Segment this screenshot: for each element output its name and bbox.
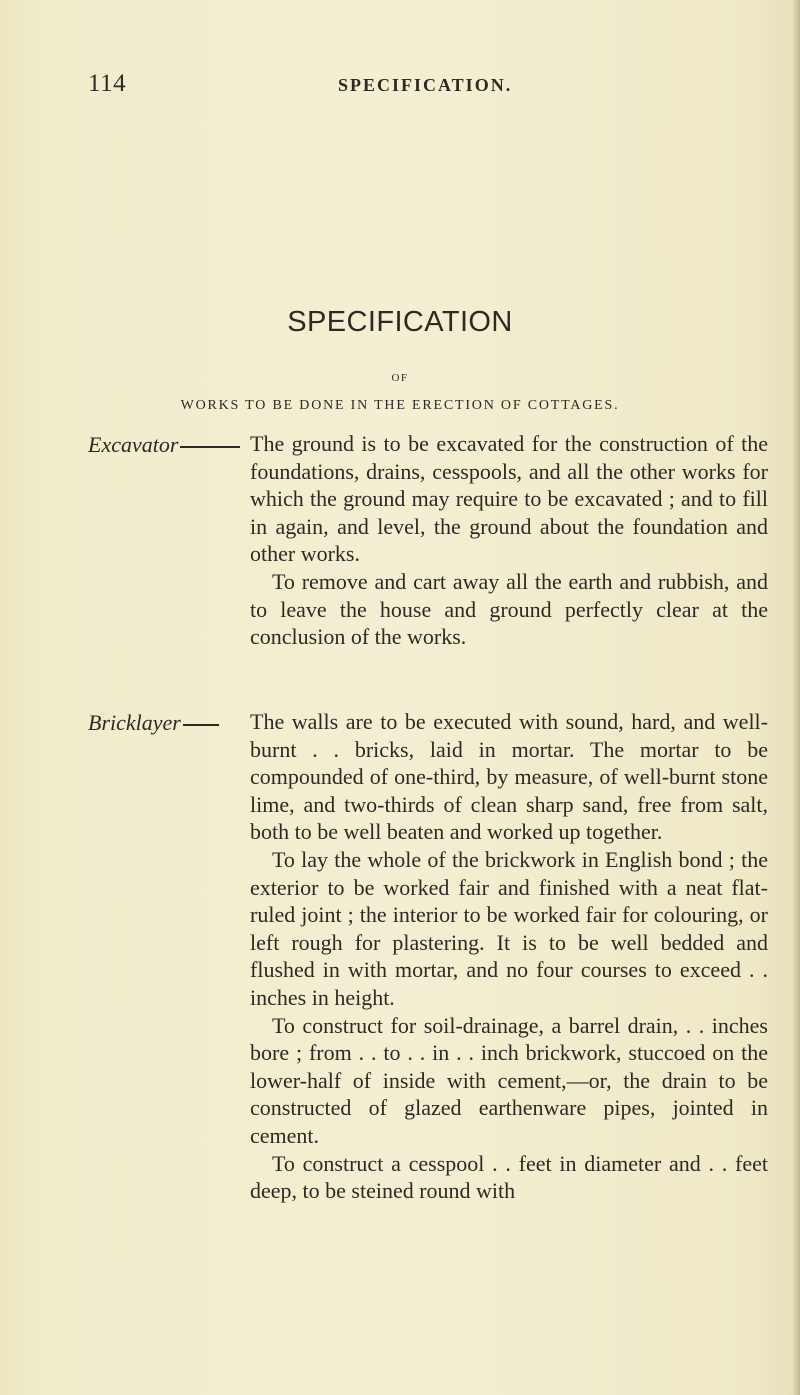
paragraph: To construct for soil-drainage, a barrel drain, . . inches bore ; from . . to . . in . . inch brickwork, stuccoed on the lower-half of inside with cement,—or, the drain to be constructed of glazed earthenware pipes, jointed in cement. — [250, 1012, 768, 1148]
paragraph: To remove and cart away all the earth and rubbish, and to leave the house and ground perfectly clear at the conclusion of the works. — [250, 568, 768, 650]
section-text — [250, 430, 768, 651]
paragraph: To construct a cesspool . . feet in diameter and . . feet deep, to be steined round with — [250, 1150, 768, 1204]
running-head: SPECIFICATION. — [338, 75, 513, 95]
paragraph: To lay the whole of the brickwork in English bond ; the exterior to be worked fair and finished with a neat flat-ruled joint ; the interior to be worked fair for colouring, or left rough for plastering. It is to be well bedded and flushed in with mortar, and no four courses to exceed . . inches in height. — [250, 846, 768, 1010]
paragraph: The walls are to be executed with sound, hard, and well-burnt . . bricks, laid in mortar. The mortar to be compounded of one-third, by measure, of well-burnt stone lime, and two-thirds of clean sharp sand, free from salt, both to be well beaten and worked up together. — [250, 709, 768, 845]
page-edge-shadow — [792, 0, 800, 1395]
label-dash — [183, 724, 219, 726]
title-of: OF — [391, 372, 409, 384]
section-label-text: Bricklayer — [88, 710, 181, 735]
section-label — [88, 708, 219, 737]
page-number: 114 — [88, 70, 127, 97]
label-dash — [180, 446, 240, 448]
section-label — [88, 430, 240, 459]
document-subtitle: WORKS TO BE DONE IN THE ERECTION OF COTTAGES. — [180, 398, 620, 413]
section-label-text: Excavator — [88, 432, 179, 457]
paragraph: The ground is to be excavated for the construction of the foundations, drains, cesspools, and all the other works for which the ground may require to be excavated ; and to fill in again, and level, the ground about the foundation and other works. — [250, 431, 768, 567]
document-title: SPECIFICATION — [287, 306, 513, 338]
page-header — [88, 70, 758, 110]
section-text — [250, 708, 768, 1205]
